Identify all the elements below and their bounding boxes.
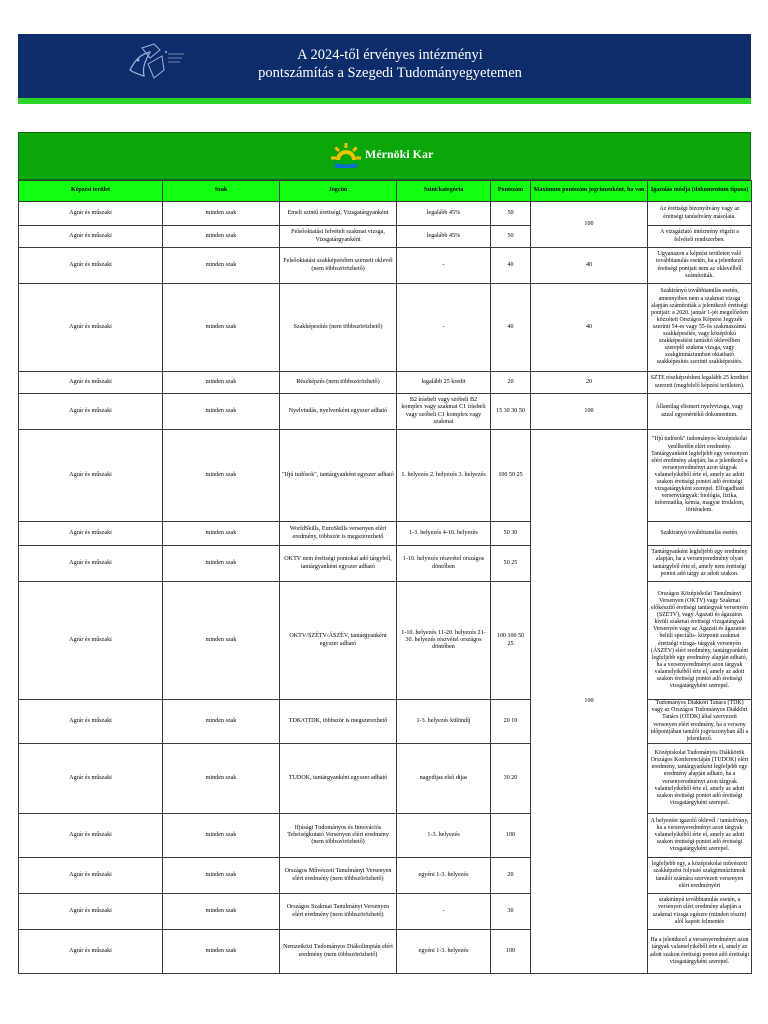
cell-points: 100 100 50 25 [491, 582, 531, 700]
faculty-header [18, 132, 751, 180]
cell-area: Agrár és műszaki [19, 858, 163, 894]
cell-szak: minden szak [163, 700, 280, 744]
cell-points: 20 10 [491, 700, 531, 744]
cell-szak: minden szak [163, 930, 280, 974]
cell-points: 15 30 30 50 [491, 394, 531, 430]
table-row [19, 248, 752, 284]
cell-area: Agrár és műszaki [19, 372, 163, 394]
cell-area: Agrár és műszaki [19, 430, 163, 522]
title-line-1: A 2024-től érvényes intézményi [297, 47, 483, 63]
cell-level: - [397, 284, 491, 372]
cell-jogcim: Ifjúsági Tudományos és Innovációs Tehetségkutató Versenyen elért eredmény (nem többszörözhető) [280, 814, 397, 858]
cell-jogcim: TDK/OTDK, többször is megszerezhető [280, 700, 397, 744]
column-header-jogcim: Jogcím [280, 181, 397, 202]
table-row [19, 430, 752, 522]
column-header-points: Pontszám [491, 181, 531, 202]
table-row [19, 202, 752, 226]
table-row [19, 284, 752, 372]
cell-level: egyéni 1-3. helyezés [397, 930, 491, 974]
cell-level: - [397, 894, 491, 930]
cell-max: 40 [531, 248, 648, 284]
cell-points: 50 30 [491, 522, 531, 546]
cell-level: B2 írásbeli vagy szóbeli B2 komplex vagy szakmai C1 írásbeli vagy szóbeli C1 komplex vagy szakmai [397, 394, 491, 430]
cell-jogcim: WorldSkills, EuroSkills versenyen elért eredmény, többször is megszerezhető [280, 522, 397, 546]
cell-points: 40 [491, 248, 531, 284]
cell-points: 50 25 [491, 546, 531, 582]
cell-max: 100 [531, 394, 648, 430]
gear-sun-icon [331, 142, 361, 170]
table-row [19, 394, 752, 430]
cell-szak: minden szak [163, 582, 280, 700]
cell-szak: minden szak [163, 284, 280, 372]
cell-points: 30 [491, 894, 531, 930]
cell-jogcim: Részképzés (nem többszörözhető) [280, 372, 397, 394]
cell-proof: Államilag elismert nyelvvizsga, vagy azzal egyenértékű dokumentum. [648, 394, 752, 430]
cell-level: - [397, 248, 491, 284]
cell-jogcim: Szakképesítés (nem többszörözhető) [280, 284, 397, 372]
cell-level: egyéni 1-3. helyezés [397, 858, 491, 894]
cell-points: 20 [491, 858, 531, 894]
cell-level: 1-10. helyezés részvétel országos döntőben [397, 546, 491, 582]
cell-jogcim: "Ifjú tudósok", tantárgyanként egyszer adható [280, 430, 397, 522]
cell-max: 100 [531, 202, 648, 248]
cell-jogcim: Országos Szakmai Tanulmányi Versenyen elért eredmény (nem többszörözhető) [280, 894, 397, 930]
cell-area: Agrár és műszaki [19, 226, 163, 248]
cell-points: 50 [491, 226, 531, 248]
cell-area: Agrár és műszaki [19, 930, 163, 974]
cell-level: legalább 45% [397, 202, 491, 226]
cell-jogcim: Országos Művészeti Tanulmányi Versenyen elért eredmény (nem többszörözhető) [280, 858, 397, 894]
cell-area: Agrár és műszaki [19, 284, 163, 372]
page-title [190, 46, 590, 82]
cell-szak: minden szak [163, 894, 280, 930]
cell-level: legalább 25 kredit [397, 372, 491, 394]
cell-max: 40 [531, 284, 648, 372]
cell-points: 100 [491, 814, 531, 858]
cell-szak: minden szak [163, 522, 280, 546]
cell-proof: legfeljebb egy, a középiskolai művészeti szakképzést folytató szakgimnáziumok tanulói számára szervezett versenyen elért eredményért [648, 858, 752, 894]
cell-area: Agrár és műszaki [19, 522, 163, 546]
column-header-proof: Igazolás módja (dokumentum típusa) [648, 181, 752, 202]
cell-jogcim: OKTV/SZÉTV/ÁSZÉV, tantárgyanként egyszer adható [280, 582, 397, 700]
cell-points: 40 [491, 284, 531, 372]
cell-area: Agrár és műszaki [19, 700, 163, 744]
cell-points: 20 [491, 372, 531, 394]
table-header-row [19, 181, 752, 202]
cell-points: 50 [491, 202, 531, 226]
cell-jogcim: Nemzetközi Tudományos Diákolimpián elért eredmény (nem többszörözhető) [280, 930, 397, 974]
cell-area: Agrár és műszaki [19, 814, 163, 858]
cell-szak: minden szak [163, 858, 280, 894]
cell-jogcim: Felsőoktatási szakképzésben szerzett oklevél (nem többszörözhető) [280, 248, 397, 284]
cell-proof: Ha a jelentkező a versenyeredményt azon tárgyak valamelyikéből érte el, amely az adott szakon érettségi pontot adó érettségi vizsgatárgyként szerepel. [648, 930, 752, 974]
cell-jogcim: Emelt szintű érettségi, Vizsgatárgyanként [280, 202, 397, 226]
cell-area: Agrár és műszaki [19, 394, 163, 430]
cell-proof: Középiskolai Tudományos Diákkörök Országos Konferenciáján (TUDOK) elért eredmény, tantárgyanként legfeljebb egy eredmény alapján adható, ha a versenyeredményt azon tárgyak valamelyikéből érte el, amely az adott szakon érettségi pontot adó érettségi vizsgatárgyként szerepel. [648, 744, 752, 814]
cell-proof: szakirányú továbbtanulás esetén, a versenyen elért eredmény alapján a szakmai vizsga egészre (minden részre) alól kapott felmentés [648, 894, 752, 930]
cell-proof: Tantárgyanként legfeljebb egy eredmény alapján, ha a versenyeredmény olyan tantárgyból érte el, amely nem érettségi pontot adó tárgy az adott szakon. [648, 546, 752, 582]
cell-szak: minden szak [163, 814, 280, 858]
column-header-area: Képzési terület [19, 181, 163, 202]
cell-proof: Ugyanazon a képzési területen való továbbtanulás esetén, ha a jelentkező érettségi pontjait nem az oklevélből számították. [648, 248, 752, 284]
cell-level: 1. helyezés 2. helyezés 3. helyezés [397, 430, 491, 522]
cell-max: 20 [531, 372, 648, 394]
cell-szak: minden szak [163, 430, 280, 522]
cell-proof: Tudományos Diákköri Tanács (TDK) vagy az Országos Tudományos Diákköri Tanács (OTDK) által szervezett versenyen elért eredmény, ha a verseny időpontjában tanulói jogviszonyban állt a jelentkező. [648, 700, 752, 744]
cell-area: Agrár és műszaki [19, 248, 163, 284]
cell-points: 100 [491, 930, 531, 974]
cell-proof: SZTE részképzésben legalább 25 kreditet szerzett (megfelelő képzési területen). [648, 372, 752, 394]
cell-points: 100 50 25 [491, 430, 531, 522]
cell-szak: minden szak [163, 248, 280, 284]
column-header-max: Maximum pontszám jogcímenként, ha van [531, 181, 648, 202]
column-header-level: Szint/kategória [397, 181, 491, 202]
cell-max: 100 [531, 430, 648, 974]
cell-level: 1-10. helyezés 11-20. helyezés 21-30. helyezés részvétel országos döntőben [397, 582, 491, 700]
cell-points: 30 20 [491, 744, 531, 814]
cell-area: Agrár és műszaki [19, 582, 163, 700]
cell-jogcim: Felsőoktatási felvételi szakmai vizsga, Vizsgatárgyanként [280, 226, 397, 248]
cell-level: nagydíjas első díjas [397, 744, 491, 814]
cell-proof: Az érettségi bizonyítvány vagy az érettségi tanúsítvány másolata. [648, 202, 752, 226]
cell-area: Agrár és műszaki [19, 744, 163, 814]
cell-level: 1-3. helyezés különdíj [397, 700, 491, 744]
cell-area: Agrár és műszaki [19, 894, 163, 930]
column-header-szak: Szak [163, 181, 280, 202]
cell-szak: minden szak [163, 744, 280, 814]
university-logo-icon [120, 40, 190, 88]
cell-proof: Szakirányú továbbtanulás esetén. [648, 522, 752, 546]
cell-level: 1-3. helyezés [397, 814, 491, 858]
cell-level: legalább 45% [397, 226, 491, 248]
cell-proof: A vizsgáztató intézmény rögzíti a felvételi rendszerben. [648, 226, 752, 248]
cell-proof: A helyezést igazoló oklevél / tanúsítvány, ha a versenyeredményt azon tárgyak valamelyikéből érte el, amely az adott szakon érettségi pontot adó érettségi vizsgatárgyként szerepel. [648, 814, 752, 858]
cell-area: Agrár és műszaki [19, 202, 163, 226]
cell-szak: minden szak [163, 372, 280, 394]
cell-jogcim: Nyelvtudás, nyelvenként egyszer adható [280, 394, 397, 430]
cell-proof: Országos Középiskolai Tanulmányi Versenyen (OKTV) vagy Szakmai előkészítő érettségi tantárgyak versenyén (SZÉTV), vagy Ágazati és ágazaton kívüli szakmai érettségi vizsgatárgyak Versenyén vagy az Ágazati és ágazaton belüli speciális- központi szakmai érettségi vizsga- tárgyak versenyén (ÁSZÉV) elért eredmény, tantárgyanként legfeljebb egy eredmény alapján adható, ha a versenyeredményt azon tárgyak valamelyikéből érte el, amely az adott szakon érettségi pontot adó érettségi vizsgatárgyként szerepel. [648, 582, 752, 700]
cell-proof: "Ifjú tudósok" tudományos középiskolai vetélkedőn elért eredmény. Tantárgyanként legfeljebb egy versenyen elért eredmény alapján, ha a jelentkező a versenyeredményt azon tárgyak valamelyikéből érte el, amely az adott szakon érettségi pontot adó érettségi vizsgatárgyként szerepel. Elfogadható versenytárgyak: biológia, fizika, informatika, kémia, magyar irodalom, történelem. [648, 430, 752, 522]
cell-area: Agrár és műszaki [19, 546, 163, 582]
cell-jogcim: OKTV nem érettségi pontokat adó tárgyból, tantárgyanként egyszer adható [280, 546, 397, 582]
cell-jogcim: TUDOK, tantárgyanként egyszer adható [280, 744, 397, 814]
table-row [19, 372, 752, 394]
header-accent-stripe [18, 98, 751, 104]
faculty-title: Mérnöki Kar [365, 147, 434, 161]
title-line-2: pontszámítás a Szegedi Tudományegyetemen [258, 65, 522, 81]
scoring-table [18, 180, 752, 974]
cell-szak: minden szak [163, 394, 280, 430]
cell-szak: minden szak [163, 546, 280, 582]
cell-szak: minden szak [163, 226, 280, 248]
cell-level: 1-3. helyezés 4-10. helyezés [397, 522, 491, 546]
cell-szak: minden szak [163, 202, 280, 226]
cell-proof: Szakirányú továbbtanulás esetén, amennyiben nem a szakmai vizsga alapján számították a jelentkező érettségi pontjait: a 2020. január 1-jét megelőzően közzétett Országos Képzési Jegyzék szerinti 54-es vagy 55-ös szakmaszámú szakképesítés, vagy középfokú szakképesítést tanúsító oklevélben szereplő szakma vizsga, vagy szakgimnáziumban oktatható szakképesítés szerinti szakképesítés. [648, 284, 752, 372]
